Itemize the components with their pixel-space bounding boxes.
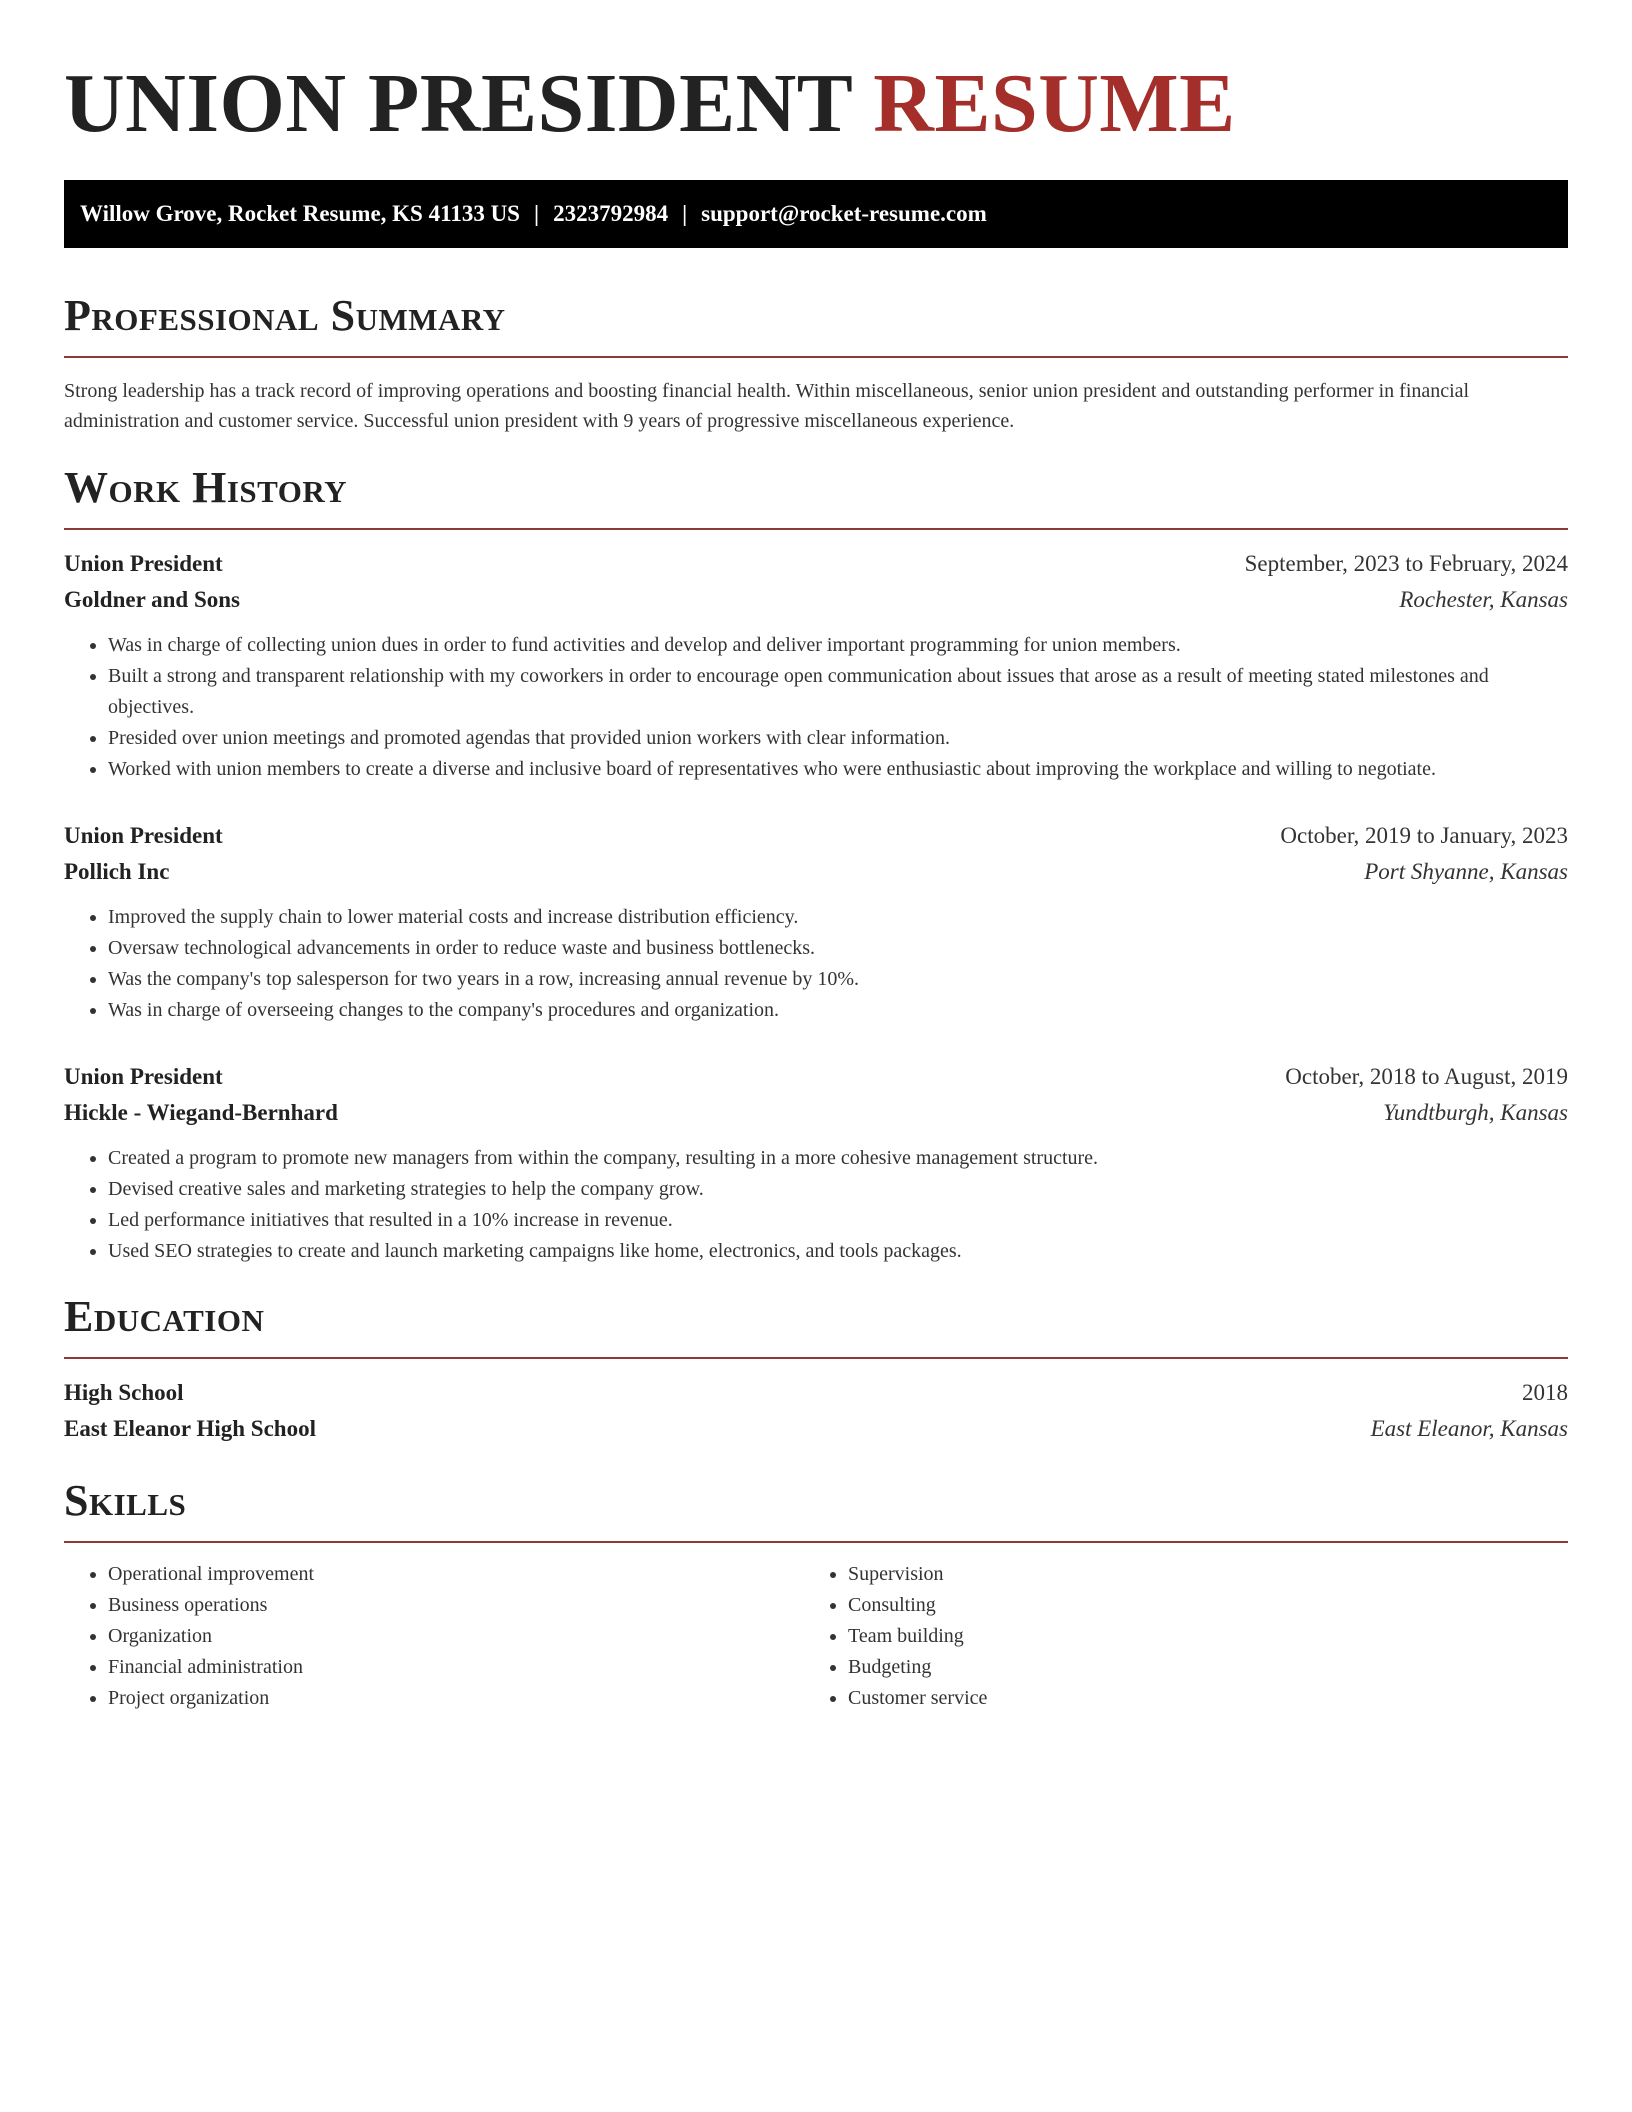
- job-location: Rochester, Kansas: [1399, 587, 1568, 612]
- job-bullet: • Was in charge of overseeing changes to the company's procedures and organization.: [108, 995, 1568, 1026]
- work-history-heading: Work History: [64, 463, 348, 512]
- job-bullet: • Worked with union members to create a diverse and inclusive board of representatives who were enthusiastic about improving the workplace and willing to negotiate.: [108, 754, 1568, 785]
- job-location: Yundtburgh, Kansas: [1383, 1100, 1568, 1125]
- resume-title: [64, 56, 1568, 152]
- job-title: Union President: [64, 551, 223, 576]
- skill-item: • Customer service: [848, 1683, 1544, 1714]
- summary-heading: Professional Summary: [64, 291, 506, 340]
- contact-separator: |: [682, 201, 688, 226]
- job-bullet: • Was in charge of collecting union dues in order to fund activities and develop and deliver important programming for union members.: [108, 630, 1568, 661]
- job-company: Hickle - Wiegand-Bernhard: [64, 1100, 338, 1125]
- contact-phone: 2323792984: [553, 201, 669, 226]
- education-section: [64, 1291, 1568, 1447]
- summary-text: Strong leadership has a track record of improving operations and boosting financial health. Within miscellaneous, senior union president and outstanding performer in financial administration and customer service. Successful union president with 9 years of progressive miscellaneous experience.: [64, 380, 1470, 432]
- job-dates: October, 2018 to August, 2019: [1285, 1064, 1568, 1089]
- job-company: Pollich Inc: [64, 859, 170, 884]
- job-company-row: [64, 582, 1568, 618]
- title-part-2: RESUME: [873, 57, 1236, 150]
- skill-item: • Business operations: [108, 1590, 804, 1621]
- job-bullet: • Led performance initiatives that resulted in a 10% increase in revenue.: [108, 1205, 1568, 1236]
- job-bullet: • Devised creative sales and marketing strategies to help the company grow.: [108, 1174, 1568, 1205]
- skill-item: • Organization: [108, 1621, 804, 1652]
- job-bullet: • Improved the supply chain to lower material costs and increase distribution efficiency.: [108, 902, 1568, 933]
- education-heading: Education: [64, 1292, 265, 1341]
- job-bullets: [64, 1143, 1568, 1267]
- job-location: Port Shyanne, Kansas: [1364, 859, 1568, 884]
- job-title: Union President: [64, 823, 223, 848]
- job-header-row: [64, 546, 1568, 582]
- job-company-row: [64, 854, 1568, 890]
- job-bullet: • Built a strong and transparent relationship with my coworkers in order to encourage open communication about issues that arose as a result of meeting stated milestones and objectives.: [108, 661, 1568, 723]
- job-bullet: • Oversaw technological advancements in order to reduce waste and business bottlenecks.: [108, 933, 1568, 964]
- skills-heading: Skills: [64, 1476, 187, 1525]
- job-company-row: [64, 1095, 1568, 1131]
- job-bullet: • Presided over union meetings and promoted agendas that provided union workers with clear information.: [108, 723, 1568, 754]
- job-dates: September, 2023 to February, 2024: [1244, 551, 1568, 576]
- education-school: East Eleanor High School: [64, 1416, 316, 1441]
- skills-right-column: [804, 1559, 1544, 1714]
- section-divider: [64, 356, 1568, 358]
- job-title: Union President: [64, 1064, 223, 1089]
- contact-separator: |: [533, 201, 540, 226]
- skills-section: [64, 1475, 1568, 1714]
- contact-address: Willow Grove, Rocket Resume, KS 41133 US: [80, 201, 520, 226]
- education-degree-row: [64, 1375, 1568, 1411]
- section-divider: [64, 1541, 1568, 1543]
- job-entry: [64, 546, 1568, 785]
- education-degree: High School: [64, 1380, 184, 1405]
- job-bullets: [64, 630, 1568, 785]
- education-school-row: [64, 1411, 1568, 1447]
- education-entry: [64, 1375, 1568, 1447]
- skill-item: • Budgeting: [848, 1652, 1544, 1683]
- skills-columns: [64, 1559, 1568, 1714]
- job-bullets: [64, 902, 1568, 1026]
- resume-page: [64, 0, 1568, 1714]
- work-history-section: [64, 462, 1568, 1267]
- section-divider: [64, 1357, 1568, 1359]
- contact-bar: [64, 180, 1568, 248]
- job-header-row: [64, 1059, 1568, 1095]
- job-bullet: • Was the company's top salesperson for two years in a row, increasing annual revenue by 10%.: [108, 964, 1568, 995]
- section-divider: [64, 528, 1568, 530]
- skill-item: • Supervision: [848, 1559, 1544, 1590]
- skill-item: • Financial administration: [108, 1652, 804, 1683]
- job-bullet: • Created a program to promote new managers from within the company, resulting in a more cohesive management structure.: [108, 1143, 1568, 1174]
- contact-email: support@rocket-resume.com: [701, 201, 987, 226]
- job-company: Goldner and Sons: [64, 587, 240, 612]
- title-part-1: UNION PRESIDENT: [64, 57, 852, 150]
- skill-item: • Project organization: [108, 1683, 804, 1714]
- education-location: East Eleanor, Kansas: [1370, 1416, 1568, 1441]
- summary-section: [64, 290, 1568, 436]
- job-bullet: • Used SEO strategies to create and launch marketing campaigns like home, electronics, and tools packages.: [108, 1236, 1568, 1267]
- education-year: 2018: [1522, 1380, 1568, 1405]
- skill-item: • Team building: [848, 1621, 1544, 1652]
- job-header-row: [64, 818, 1568, 854]
- job-entry: [64, 1059, 1568, 1267]
- skills-left-column: [64, 1559, 804, 1714]
- skill-item: • Consulting: [848, 1590, 1544, 1621]
- skill-item: • Operational improvement: [108, 1559, 804, 1590]
- job-dates: October, 2019 to January, 2023: [1280, 823, 1568, 848]
- job-entry: [64, 818, 1568, 1026]
